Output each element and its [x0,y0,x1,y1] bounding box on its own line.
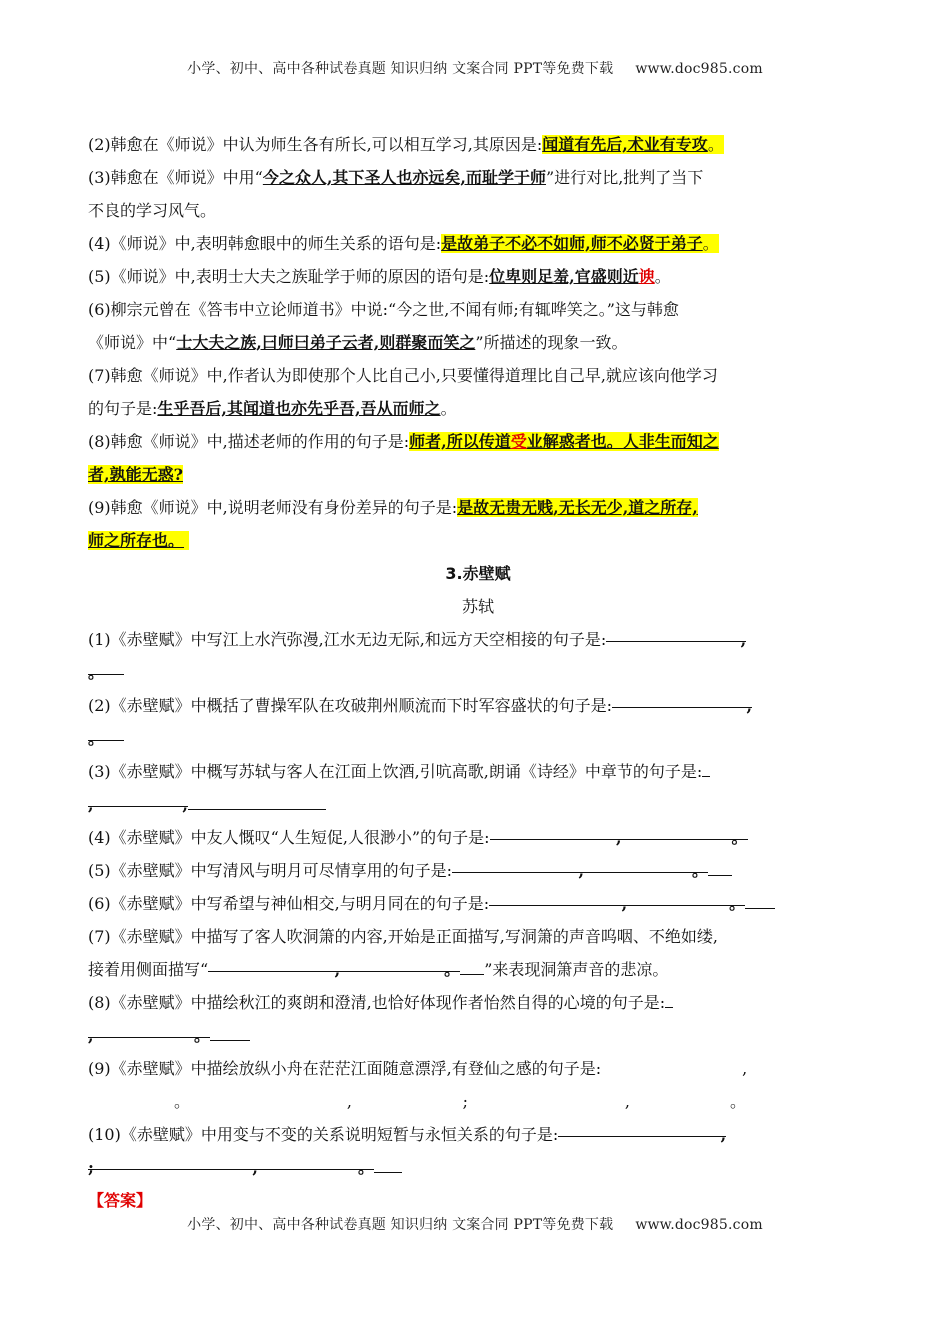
chibi-q10 [88,1118,868,1151]
shishuo-q8-line2 [88,458,868,491]
answer-blank[interactable] [188,791,326,810]
answer-blank[interactable] [708,857,732,876]
chibi-q8 [88,986,868,1019]
answer-blank[interactable] [210,1022,250,1041]
answer-gap[interactable]: 。 [173,1092,190,1111]
answer-blank[interactable] [702,758,710,777]
question-text: 接着用侧面描写“ [88,960,209,979]
answer-end: 。 [702,234,719,253]
answer-red-char: 受 [510,432,527,451]
question-text: (2)韩愈在《师说》中认为师生各有所长,可以相互学习,其原因是: [88,135,543,154]
answer-blank[interactable]: 。 [258,1151,374,1170]
answer-section-label [88,1184,868,1217]
answer-text: 士大夫之族,曰师曰弟子云者,则群聚而笑之 [176,333,476,352]
question-text: (9)韩愈《师说》中,说明老师没有身份差异的句子是: [88,498,458,517]
question-text: (8)韩愈《师说》中,描述老师的作用的句子是: [88,432,410,451]
answer-blank[interactable]: 。 [340,953,460,972]
answer-text: 位卑则足羞,官盛则近 [489,267,639,286]
highlight-pad [184,531,189,550]
chibi-q7-line2 [88,953,868,986]
answer-end: 。 [654,267,671,286]
chibi-q7 [88,920,868,953]
chibi-q10-line2 [88,1151,868,1184]
question-text: (2)《赤壁赋》中概括了曹操军队在攻破荆州顺流而下时军容盛状的句子是: [88,696,613,715]
chibi-q1-line2 [88,656,868,689]
shishuo-q6-line2 [88,326,868,359]
answer-text-cont: 业解惑者也。人非生而知之 [526,432,719,451]
answer-gap[interactable]: ; [462,1092,468,1111]
chibi-q9 [88,1052,868,1085]
section-author: 苏轼 [461,597,494,616]
answer-blank[interactable]: , [490,821,622,840]
chibi-q3-line2 [88,788,868,821]
answer-text: 是故无贵无贱,无长无少,道之所存, [457,498,698,517]
answer-blank[interactable]: , [489,887,627,906]
answer-blank[interactable]: , [208,953,340,972]
answer-blank[interactable]: , [88,788,104,807]
question-text: (10)《赤壁赋》中用变与不变的关系说明短暂与永恒关系的句子是: [88,1125,559,1144]
answer-blank[interactable]: , [606,623,746,642]
answer-gap[interactable]: , [742,1059,748,1078]
question-text: (1)《赤壁赋》中写江上水汽弥漫,江水无边无际,和远方天空相接的句子是: [88,630,607,649]
shishuo-q4 [88,227,868,260]
shishuo-q7 [88,359,868,392]
question-text-post: ”进行对比,批判了当下 [546,168,704,187]
answer-end: 。 [440,399,457,418]
footer-text: 小学、初中、高中各种试卷真题 知识归纳 文案合同 PPT等免费下载 [187,1217,614,1233]
answer-blank[interactable] [665,989,673,1008]
shishuo-q3-line2 [88,194,868,227]
question-text: 不良的学习风气。 [88,201,217,220]
answer-text: 者,孰能无惑? [88,465,183,484]
header-text: 小学、初中、高中各种试卷真题 知识归纳 文案合同 PPT等免费下载 [187,61,614,77]
chibi-q8-line2 [88,1019,868,1052]
answer-label: 【答案】 [88,1191,153,1210]
section-title: 3.赤壁赋 [445,564,511,583]
answer-blank[interactable]: 。 [88,722,124,741]
answer-blank[interactable]: , [88,1019,104,1038]
page-header [0,58,950,78]
chibi-q2-line2 [88,722,868,755]
question-text: (9)《赤壁赋》中描绘放纵小舟在茫茫江面随意漂浮,有登仙之感的句子是: [88,1059,602,1078]
chibi-q5 [88,854,868,887]
answer-blank[interactable]: , [612,689,752,708]
answer-blank[interactable]: , [102,1151,258,1170]
question-text: (8)《赤壁赋》中描绘秋江的爽朗和澄清,也恰好体现作者怡然自得的心境的句子是: [88,993,666,1012]
question-text-post: ”来表现洞箫声音的悲凉。 [484,960,669,979]
answer-gap[interactable]: 。 [729,1092,746,1111]
question-text: (7)韩愈《师说》中,作者认为即使那个人比自己小,只要懂得道理比自己早,就应该向他学习 [88,366,718,385]
answer-blank[interactable]: , [558,1118,726,1137]
question-text: (4)《师说》中,表明韩愈眼中的师生关系的语句是: [88,234,442,253]
question-text: (3)《赤壁赋》中概写苏轼与客人在江面上饮酒,引吭高歌,朗诵《诗经》中章节的句子是: [88,762,703,781]
answer-blank[interactable]: , [104,788,188,807]
shishuo-q8 [88,425,868,458]
shishuo-q7-line2 [88,392,868,425]
answer-blank[interactable]: 。 [622,821,748,840]
question-text: 的句子是: [88,399,158,418]
answer-text: 师者,所以传道 [409,432,511,451]
question-text: (6)《赤壁赋》中写希望与神仙相交,与明月同在的句子是: [88,894,490,913]
shishuo-q9 [88,491,868,524]
answer-gap[interactable]: , [624,1092,630,1111]
question-text: (3)韩愈在《师说》中用“ [88,168,263,187]
answer-text: 今之众人,其下圣人也亦远矣,而耻学于师 [262,168,547,187]
question-text-post: ”所描述的现象一致。 [475,333,628,352]
question-text: 《师说》中“ [88,333,177,352]
chibi-q3 [88,755,868,788]
answer-blank[interactable]: 。 [88,656,124,675]
answer-blank[interactable] [460,956,484,975]
chibi-q4 [88,821,868,854]
document-body [88,128,868,1217]
shishuo-q5 [88,260,868,293]
question-text: (7)《赤壁赋》中描写了客人吹洞箫的内容,开始是正面描写,写洞箫的声音呜咽、不绝如缕, [88,927,718,946]
shishuo-q6 [88,293,868,326]
chibi-q6 [88,887,868,920]
question-text: (5)《赤壁赋》中写清风与明月可尽情享用的句子是: [88,861,453,880]
question-text: (6)柳宗元曾在《答韦中立论师道书》中说:“今之世,不闻有师;有辄哗笑之。”这与韩愈 [88,300,679,319]
chibi-q1 [88,623,868,656]
question-text: (5)《师说》中,表明士大夫之族耻学于师的原因的语句是: [88,267,490,286]
answer-text: 闻道有先后,术业有专攻 [542,135,708,154]
answer-gap[interactable]: , [346,1092,352,1111]
answer-blank[interactable]: 。 [104,1019,210,1038]
shishuo-q2 [88,128,868,161]
answer-blank[interactable]: , [452,854,584,873]
chibi-q9-line2 [88,1085,868,1118]
answer-text: 师之所存也。 [88,531,185,550]
answer-blank[interactable]: 。 [584,854,708,873]
question-text: (4)《赤壁赋》中友人慨叹“人生短促,人很渺小”的句子是: [88,828,490,847]
answer-red-char: 谀 [638,267,655,286]
header-site: www.doc985.com [635,61,763,77]
answer-end: 。 [707,135,724,154]
answer-text: 生乎吾后,其闻道也亦先乎吾,吾从而师之 [157,399,441,418]
chibi-q2 [88,689,868,722]
answer-text: 是故弟子不必不如师,师不必贤于弟子 [441,234,703,253]
answer-blank[interactable]: ; [88,1151,102,1170]
page-footer [0,1214,950,1234]
answer-blank[interactable] [374,1154,402,1173]
footer-site: www.doc985.com [635,1217,763,1233]
shishuo-q9-line2 [88,524,868,557]
answer-blank[interactable] [745,890,775,909]
shishuo-q3 [88,161,868,194]
answer-blank[interactable]: 。 [627,887,745,906]
